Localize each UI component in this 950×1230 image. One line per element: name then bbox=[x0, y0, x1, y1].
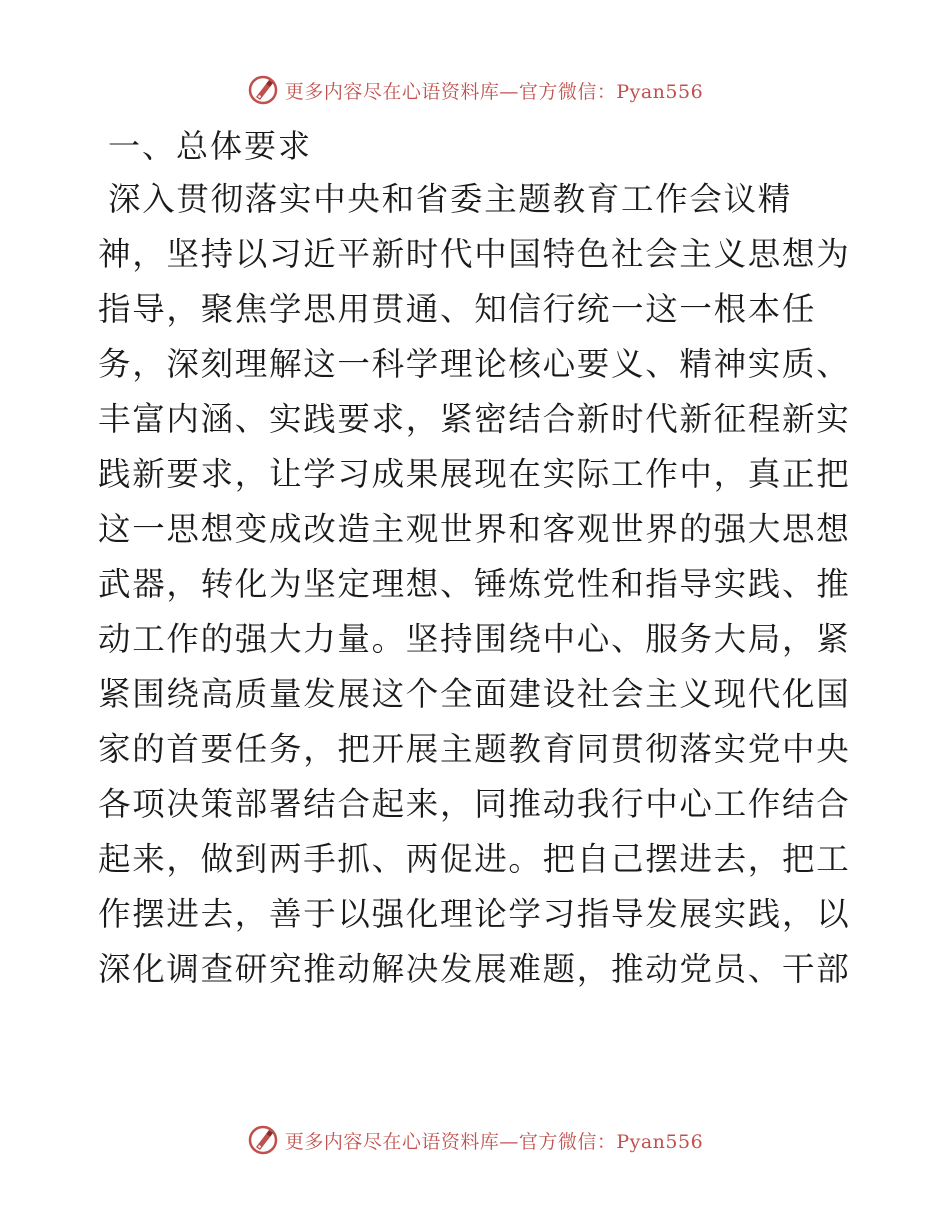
paragraph-line: 丰富内涵、实践要求，紧密结合新时代新征程新实 bbox=[98, 400, 851, 438]
paragraph-line: 务，深刻理解这一科学理论核心要义、精神实质、 bbox=[98, 345, 851, 383]
paragraph-line: 起来，做到两手抓、两促进。把自己摆进去，把工 bbox=[98, 840, 851, 878]
watermark-text: 更多内容尽在心语资料库—官方微信：Pyan556 bbox=[284, 1130, 704, 1153]
paragraph-line: 作摆进去，善于以强化理论学习指导发展实践，以 bbox=[98, 895, 851, 933]
body-paragraph bbox=[98, 172, 858, 997]
watermark-text: 更多内容尽在心语资料库—官方微信：Pyan556 bbox=[284, 80, 704, 103]
pen-nib-logo-icon bbox=[247, 1124, 279, 1156]
paragraph-line: 武器，转化为坚定理想、锤炼党性和指导实践、推 bbox=[98, 565, 851, 603]
paragraph-line: 家的首要任务，把开展主题教育同贯彻落实党中央 bbox=[98, 730, 851, 768]
paragraph-line: 动工作的强大力量。坚持围绕中心、服务大局，紧 bbox=[98, 620, 851, 658]
paragraph-line: 神，坚持以习近平新时代中国特色社会主义思想为 bbox=[98, 235, 851, 273]
paragraph-line: 紧围绕高质量发展这个全面建设社会主义现代化国 bbox=[98, 675, 851, 713]
header-watermark bbox=[0, 72, 950, 108]
pen-nib-logo-icon bbox=[247, 74, 279, 106]
paragraph-line: 深入贯彻落实中央和省委主题教育工作会议精 bbox=[108, 180, 793, 218]
paragraph-line: 这一思想变成改造主观世界和客观世界的强大思想 bbox=[98, 510, 851, 548]
paragraph-line: 各项决策部署结合起来，同推动我行中心工作结合 bbox=[98, 785, 851, 823]
paragraph-line: 深化调查研究推动解决发展难题，推动党员、干部 bbox=[98, 950, 851, 988]
footer-watermark bbox=[0, 1122, 950, 1158]
paragraph-line: 践新要求，让学习成果展现在实际工作中，真正把 bbox=[98, 455, 851, 493]
paragraph-line: 指导，聚焦学思用贯通、知信行统一这一根本任 bbox=[98, 290, 817, 328]
section-heading: 一、总体要求 bbox=[108, 127, 313, 165]
